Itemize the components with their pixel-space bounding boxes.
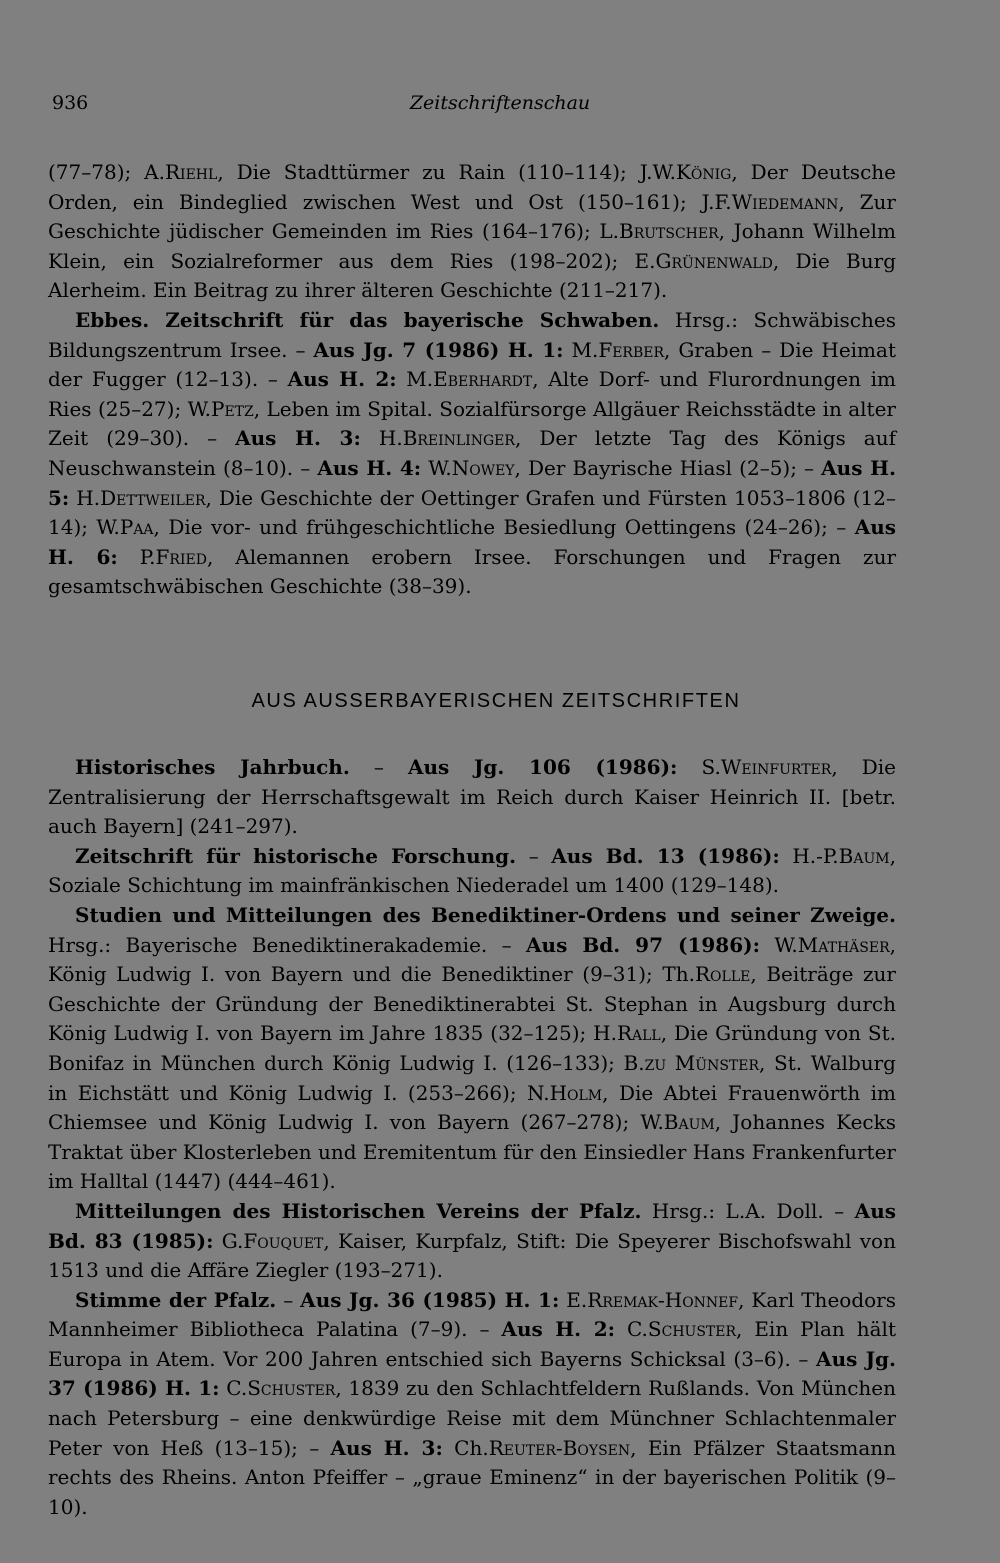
text-run: , Kaiser, Kurpfalz, Stift: Die Speyerer Bischofswahl von 1513 und die Affäre Ziegler (193–271). <box>48 1228 896 1283</box>
text-run: W. <box>421 455 452 480</box>
text-run: Hrsg.: L.A. Doll. – <box>641 1198 855 1223</box>
text-run: , König Ludwig I. von Bayern und die Benediktiner (9–31); Th. <box>48 932 896 987</box>
bold-run: Aus H. 2: <box>501 1317 615 1342</box>
bold-run: Studien und Mitteilungen des Benediktiner-Ordens und seiner Zweige. <box>75 902 896 927</box>
bold-run: Aus Bd. 13 (1986): <box>551 843 780 868</box>
bold-run: Aus Bd. 97 (1986): <box>526 932 760 957</box>
author-name: Breinlinger <box>402 426 515 451</box>
author-name: Riehl <box>164 160 218 184</box>
bold-run: Aus H. 4: <box>317 455 422 480</box>
text-run: Hrsg.: Bayerische Benediktinerakademie. – <box>48 932 527 957</box>
author-name: Fouquet <box>243 1228 324 1253</box>
text-run: C. <box>219 1376 248 1401</box>
bold-run: Aus H. 3: <box>235 426 361 451</box>
page-number: 936 <box>52 92 89 114</box>
author-name: Schuster <box>247 1376 336 1401</box>
entry-stimme-der-pfalz <box>48 1286 896 1523</box>
bold-run: Ebbes. Zeitschrift für das bayerische Schwaben. <box>75 307 660 332</box>
page-header <box>52 92 948 126</box>
bold-run: Historisches Jahrbuch. <box>75 755 350 779</box>
text-run: , Ein Pfälzer Staatsmann rechts des Rheins. Anton Pfeiffer – „graue Eminenz“ in der bayerischen Politik (9–10). <box>48 1435 896 1519</box>
text-run: , Die Geschichte der Oettinger Grafen und Fürsten 1053–1806 (12–14); W. <box>48 485 897 540</box>
text-run: , Der Bayrische Hiasl (2–5); – <box>514 455 822 480</box>
bold-run: Zeitschrift für historische Forschung. <box>75 843 517 868</box>
text-run: S. <box>677 755 721 779</box>
bold-run: Aus Jg. 37 (1986) H. 1: <box>48 1346 896 1401</box>
text-run: – <box>349 755 408 779</box>
bold-run: Stimme der Pfalz. <box>75 1287 277 1312</box>
bold-run: Aus Jg. 7 (1986) H. 1: <box>313 337 564 362</box>
text-run: , Die Stadttürmer zu Rain (110–114); J.W. <box>217 160 676 184</box>
text-run: H. <box>360 426 403 451</box>
text-run: , Die Burg Alerheim. Ein Beitrag zu ihrer älteren Geschichte (211–217). <box>48 248 896 303</box>
text-run: , Soziale Schichtung im mainfränkischen Niederadel um 1400 (129–148). <box>48 843 896 898</box>
text-run: H.-P. <box>779 843 839 868</box>
text-run: M. <box>396 367 434 392</box>
text-run: , Alemannen erobern Irsee. Forschungen und Fragen zur gesamtschwäbischen Geschichte (38–39). <box>48 544 897 599</box>
author-name: Petz <box>211 396 254 421</box>
author-name: Paa <box>119 515 154 540</box>
author-name: Reuter-Boysen <box>488 1435 631 1460</box>
text-run: , St. Walburg in Eichstätt und König Ludwig I. (253–266); N. <box>48 1050 896 1105</box>
author-name: Rolle <box>694 962 751 987</box>
bold-run: Aus Jg. 106 (1986): <box>407 755 678 779</box>
bold-run: Aus Bd. 83 (1985): <box>48 1198 896 1253</box>
text-run: , Ein Plan hält Europa in Atem. Vor 200 Jahren entschied sich Bayerns Schicksal (3–6). – <box>48 1317 896 1371</box>
author-name: Weinfurter <box>720 755 832 779</box>
author-name: Rall <box>616 1021 661 1046</box>
entry-historischer-verein-pfalz <box>48 1197 896 1286</box>
author-name: Mathäser <box>797 932 890 957</box>
text-run: , Karl Theodors Mannheimer Bibliotheca Palatina (7–9). – <box>48 1287 896 1342</box>
author-name: Eberhardt <box>433 367 533 392</box>
running-title: Zeitschriftenschau <box>409 92 591 114</box>
bold-run: Aus H. 3: <box>330 1435 443 1460</box>
continuation-paragraph <box>48 158 896 306</box>
text-run: (77–78); A. <box>48 160 165 184</box>
text-run: , Alte Dorf- und Flurordnungen im Ries (25–27); W. <box>48 367 897 421</box>
bold-run: Aus Jg. 36 (1985) H. 1: <box>300 1287 560 1312</box>
text-run: , Der letzte Tag des Königs auf Neuschwanstein (8–10). – <box>48 426 896 480</box>
author-name: Dettweiler <box>100 485 206 510</box>
text-run: C. <box>615 1317 648 1342</box>
text-run: P. <box>117 544 156 569</box>
upper-text-block <box>48 158 896 602</box>
text-run: , Die Abtei Frauenwörth im Chiemsee und König Ludwig I. von Bayern (267–278); W. <box>48 1080 896 1135</box>
bold-run: Aus H. 5: <box>48 455 897 510</box>
text-run: – <box>516 843 552 868</box>
text-run: E. <box>559 1287 588 1312</box>
entry-studien-benediktiner <box>48 901 896 1197</box>
text-run: – <box>276 1287 301 1312</box>
entry-zeitschrift-historische-forschung <box>48 842 896 901</box>
text-run: Ch. <box>442 1435 489 1460</box>
text-run: M. <box>563 337 599 362</box>
text-run: , Die Gründung von St. Bonifaz in München durch König Ludwig I. (126–133); B. <box>48 1021 896 1075</box>
author-name: Wiedemann <box>731 189 839 214</box>
bold-run: Mitteilungen des Historischen Vereins der Pfalz. <box>75 1198 642 1223</box>
text-run: , Graben – Die Heimat der Fugger (12–13). – <box>48 337 896 392</box>
text-run: H. <box>69 485 101 510</box>
text-run: , Die Zentralisierung der Herrschaftsgewalt im Reich durch Kaiser Heinrich II. [betr. auch Bayern] (241–297). <box>48 755 897 839</box>
text-run: , 1839 zu den Schlachtfeldern Rußlands. Von München nach Petersburg – eine denkwürdige Reise mit dem Münchner Schlachtenmaler Peter von Heß (13–15); – <box>48 1376 897 1460</box>
author-name: Baum <box>663 1110 715 1135</box>
text-run: , Johannes Kecks Traktat über Klosterleben und Eremitentum für den Einsiedler Hans Frankenfurter im Halltal (1447) (444–461). <box>48 1110 896 1194</box>
author-name: König <box>675 160 732 184</box>
text-run: , Leben im Spital. Sozialfürsorge Allgäuer Reichsstädte in alter Zeit (29–30). – <box>48 396 896 451</box>
author-name: Grünenwald <box>655 248 773 273</box>
author-name: Rremak-Honnef <box>587 1287 739 1312</box>
author-name: Ferber <box>598 337 665 362</box>
text-run: , Die vor- und frühgeschichtliche Besiedlung Oettingens (24–26); – <box>153 515 855 540</box>
text-run: G. <box>213 1228 244 1253</box>
lower-text-block <box>48 753 896 1522</box>
text-run: , Zur Geschichte jüdischer Gemeinden im Ries (164–176); L. <box>48 189 896 244</box>
entry-ebbes <box>48 306 896 602</box>
section-heading: AUS AUSSERBAYERISCHEN ZEITSCHRIFTEN <box>251 690 741 712</box>
text-run: Hrsg.: Schwäbisches Bildungszentrum Irsee. – <box>48 307 896 362</box>
author-name: Schuster <box>647 1317 737 1342</box>
text-run: , Der Deutsche Orden, ein Bindeglied zwischen West und Ost (150–161); J.F. <box>48 160 896 214</box>
author-name: Nowey <box>451 455 515 480</box>
text-run: W. <box>759 932 798 957</box>
author-name: Holm <box>549 1080 603 1105</box>
bold-run: Aus H. 2: <box>287 367 397 392</box>
text-run: , Beiträge zur Geschichte der Gründung der Benediktinerabtei St. Stephan in Augsburg durch König Ludwig I. von Bayern im Jahre 1835 (32–125); H. <box>48 962 896 1046</box>
text-run: , Johann Wilhelm Klein, ein Sozialreformer aus dem Ries (198–202); E. <box>48 219 896 273</box>
bold-run: Aus H. 6: <box>48 515 897 569</box>
author-name: zu Münster <box>644 1050 760 1075</box>
entry-historisches-jahrbuch <box>48 753 896 842</box>
author-name: Fried <box>155 544 207 569</box>
author-name: Brutscher <box>619 219 719 244</box>
author-name: Baum <box>838 843 890 868</box>
